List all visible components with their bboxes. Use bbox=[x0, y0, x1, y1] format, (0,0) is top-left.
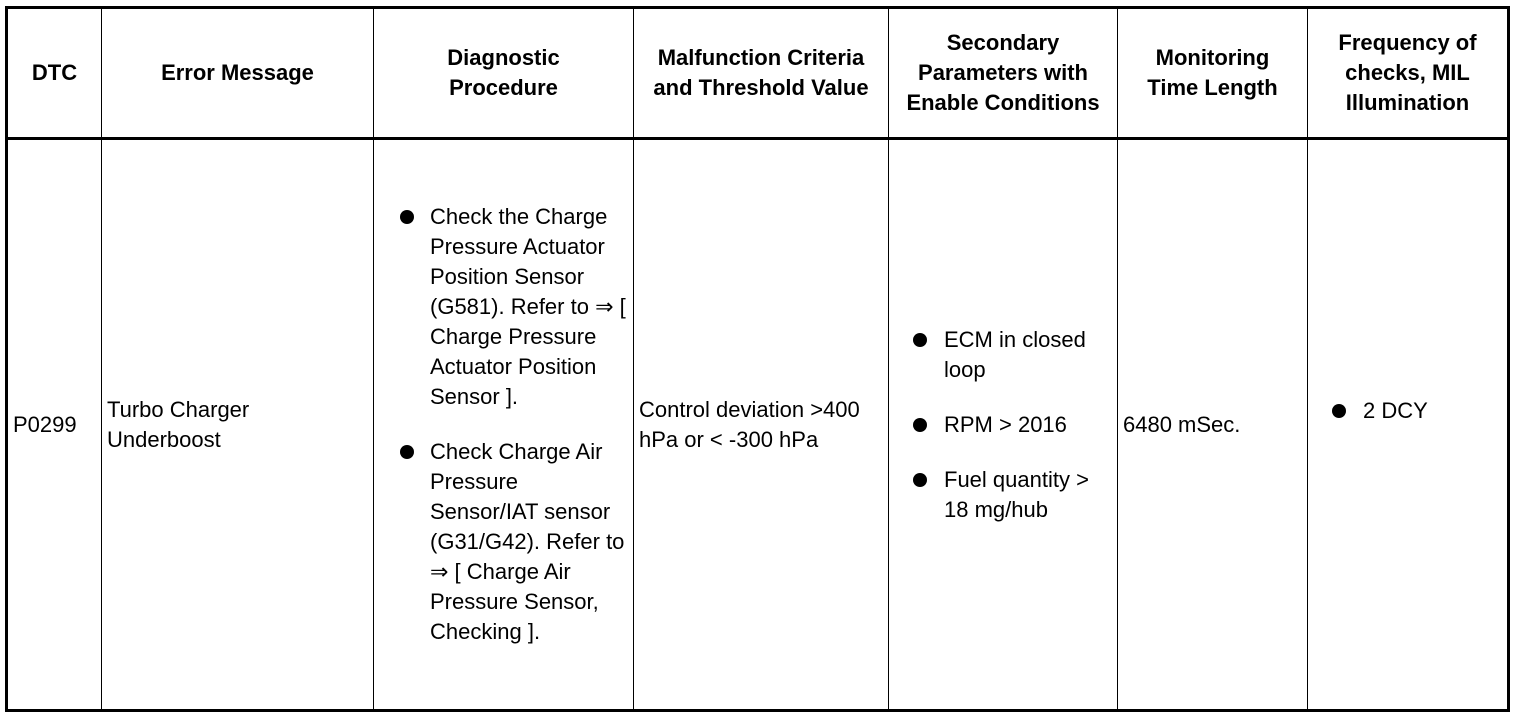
cell-malfunction-criteria: Control deviation >400 hPa or < -300 hPa bbox=[634, 139, 889, 711]
cell-error-message: Turbo Charger Underboost bbox=[102, 139, 374, 711]
cell-diagnostic-procedure bbox=[374, 139, 634, 711]
list-item: ECM in closed loop bbox=[894, 325, 1112, 385]
cell-frequency bbox=[1308, 139, 1509, 711]
table-row bbox=[7, 139, 1509, 711]
list-item: Fuel quantity > 18 mg/hub bbox=[894, 465, 1112, 525]
list-item: Check the Charge Pressure Actuator Position Sensor (G581). Refer to ⇒ [ Charge Pressure Actuator Position Sensor ]. bbox=[379, 202, 630, 412]
secondary-parameters-list bbox=[894, 325, 1112, 525]
cell-secondary-parameters bbox=[889, 139, 1118, 711]
header-error-message: Error Message bbox=[102, 8, 374, 139]
header-secondary-parameters: Secondary Parameters with Enable Conditions bbox=[889, 8, 1118, 139]
list-item: RPM > 2016 bbox=[894, 410, 1112, 440]
header-malfunction-criteria: Malfunction Criteria and Threshold Value bbox=[634, 8, 889, 139]
cell-dtc: P0299 bbox=[7, 139, 102, 711]
dtc-table bbox=[5, 6, 1510, 712]
header-diagnostic-procedure: Diagnostic Procedure bbox=[374, 8, 634, 139]
header-dtc: DTC bbox=[7, 8, 102, 139]
procedure-list bbox=[379, 202, 630, 647]
table-header bbox=[7, 8, 1509, 139]
frequency-list bbox=[1313, 396, 1502, 426]
list-item: Check Charge Air Pressure Sensor/IAT sensor (G31/G42). Refer to ⇒ [ Charge Air Pressure Sensor, Checking ]. bbox=[379, 437, 630, 647]
header-frequency: Frequency of checks, MIL Illumination bbox=[1308, 8, 1509, 139]
list-item: 2 DCY bbox=[1313, 396, 1502, 426]
header-row bbox=[7, 8, 1509, 139]
cell-monitoring-time: 6480 mSec. bbox=[1118, 139, 1308, 711]
header-monitoring-time: Monitoring Time Length bbox=[1118, 8, 1308, 139]
table-body bbox=[7, 139, 1509, 711]
